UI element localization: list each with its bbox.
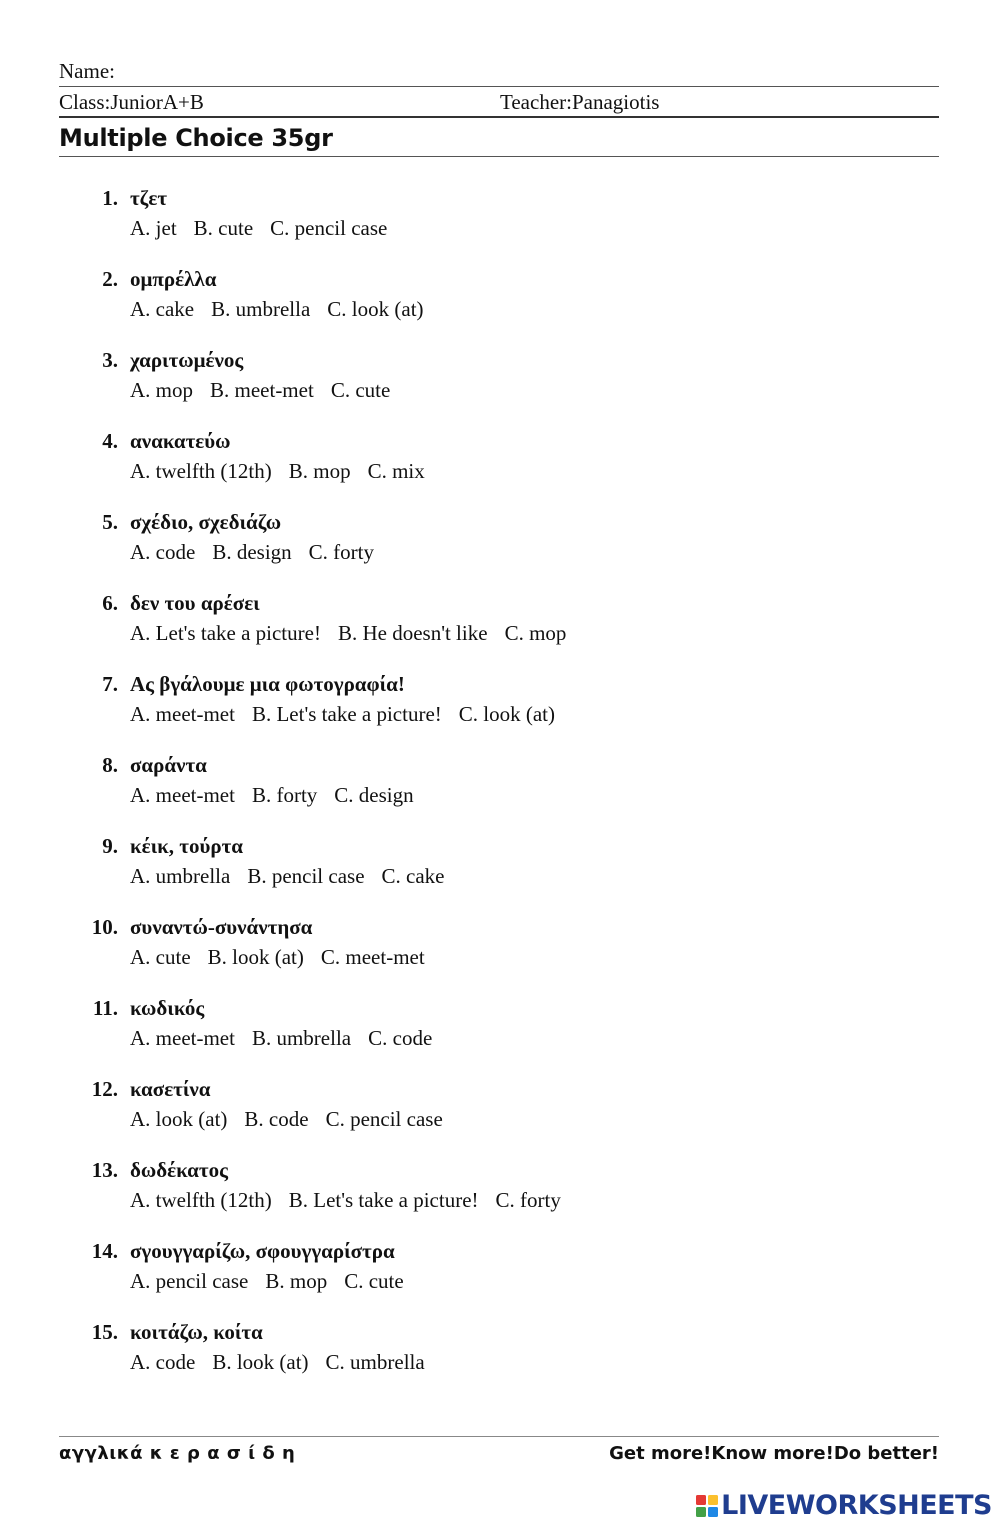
answer-option[interactable]: A. meet-met xyxy=(130,1026,235,1050)
answer-option[interactable]: A. code xyxy=(130,540,196,564)
question-prompt: κασετίνα xyxy=(130,1077,211,1101)
question-prompt: τζετ xyxy=(130,186,168,210)
answer-option[interactable]: A. jet xyxy=(130,216,177,240)
question-number: 14. xyxy=(91,1239,118,1263)
answer-options xyxy=(130,458,442,484)
question-prompt: σαράντα xyxy=(130,753,207,777)
answer-option[interactable]: A. look (at) xyxy=(130,1107,228,1131)
answer-options xyxy=(130,1349,442,1375)
answer-options xyxy=(130,539,391,565)
liveworksheets-wordmark: LIVEWORKSHEETS xyxy=(721,1490,992,1521)
answer-option[interactable]: A. cake xyxy=(130,297,195,321)
answer-option[interactable]: A. meet-met xyxy=(130,702,235,726)
answer-option[interactable]: B. look (at) xyxy=(207,945,304,969)
answer-option[interactable]: C. umbrella xyxy=(325,1350,425,1374)
answer-option[interactable]: B. umbrella xyxy=(211,297,311,321)
question-item xyxy=(0,1152,1000,1233)
answer-option[interactable]: A. mop xyxy=(130,378,193,402)
question-number: 12. xyxy=(91,1077,118,1101)
question-item xyxy=(0,261,1000,342)
name-underline xyxy=(59,86,939,87)
question-number: 4. xyxy=(102,429,118,453)
answer-option[interactable]: A. Let's take a picture! xyxy=(130,621,321,645)
question-number: 2. xyxy=(102,267,118,291)
answer-option[interactable]: A. pencil case xyxy=(130,1269,249,1293)
answer-option[interactable]: B. pencil case xyxy=(247,864,365,888)
question-item xyxy=(0,1314,1000,1395)
question-prompt: δωδέκατος xyxy=(130,1158,228,1182)
answer-options xyxy=(130,701,572,727)
answer-option[interactable]: C. forty xyxy=(308,540,374,564)
answer-option[interactable]: B. design xyxy=(212,540,292,564)
answer-option[interactable]: B. mop xyxy=(288,459,351,483)
answer-option[interactable]: B. look (at) xyxy=(212,1350,309,1374)
answer-option[interactable]: C. pencil case xyxy=(270,216,388,240)
worksheet-title: Multiple Choice 35gr xyxy=(59,124,333,152)
question-number: 3. xyxy=(102,348,118,372)
question-number: 11. xyxy=(92,996,118,1020)
question-prompt: σχέδιο, σχεδιάζω xyxy=(130,510,282,534)
question-prompt: κωδικός xyxy=(130,996,205,1020)
footer-divider xyxy=(59,1436,939,1437)
question-item xyxy=(0,180,1000,261)
question-number: 7. xyxy=(102,672,118,696)
question-list xyxy=(0,180,1000,1395)
teacher-label: Teacher:Panagiotis xyxy=(500,90,660,114)
liveworksheets-icon xyxy=(696,1495,718,1517)
answer-option[interactable]: A. twelfth (12th) xyxy=(130,1188,272,1212)
answer-option[interactable]: B. umbrella xyxy=(251,1026,352,1050)
liveworksheets-logo[interactable] xyxy=(696,1490,992,1522)
answer-option[interactable]: B. He doesn't like xyxy=(337,621,488,645)
answer-option[interactable]: A. umbrella xyxy=(130,864,231,888)
question-item xyxy=(0,990,1000,1071)
answer-option[interactable]: C. meet-met xyxy=(320,945,425,969)
footer-left-text: αγγλικά κ ε ρ α σ ί δ η xyxy=(59,1443,296,1464)
question-item xyxy=(0,909,1000,990)
header-divider xyxy=(59,116,939,118)
question-prompt: κοιτάζω, κοίτα xyxy=(130,1320,263,1344)
answer-option[interactable]: A. twelfth (12th) xyxy=(130,459,272,483)
answer-options xyxy=(130,377,407,403)
answer-option[interactable]: B. code xyxy=(244,1107,309,1131)
question-number: 8. xyxy=(102,753,118,777)
question-number: 5. xyxy=(102,510,118,534)
answer-option[interactable]: A. code xyxy=(130,1350,196,1374)
question-prompt: συναντώ-συνάντησα xyxy=(130,915,313,939)
question-number: 9. xyxy=(102,834,118,858)
question-prompt: σγουγγαρίζω, σφουγγαρίστρα xyxy=(130,1239,395,1263)
answer-option[interactable]: C. forty xyxy=(495,1188,561,1212)
answer-option[interactable]: C. look (at) xyxy=(458,702,555,726)
question-item xyxy=(0,828,1000,909)
question-item xyxy=(0,423,1000,504)
question-prompt: Ας βγάλουμε μια φωτογραφία! xyxy=(130,672,405,696)
answer-options xyxy=(130,296,441,322)
question-item xyxy=(0,342,1000,423)
question-number: 10. xyxy=(91,915,118,939)
question-prompt: ομπρέλλα xyxy=(130,267,217,291)
question-prompt: δεν του αρέσει xyxy=(130,591,260,615)
answer-options xyxy=(130,620,583,646)
question-item xyxy=(0,1233,1000,1314)
answer-option[interactable]: B. forty xyxy=(251,783,318,807)
question-number: 1. xyxy=(102,186,118,210)
answer-options xyxy=(130,1106,460,1132)
answer-option[interactable]: B. Let's take a picture! xyxy=(251,702,442,726)
answer-options xyxy=(130,1187,578,1213)
question-item xyxy=(0,504,1000,585)
question-prompt: χαριτωμένος xyxy=(130,348,244,372)
answer-option[interactable]: C. cute xyxy=(330,378,391,402)
question-number: 13. xyxy=(91,1158,118,1182)
question-prompt: ανακατεύω xyxy=(130,429,231,453)
question-item xyxy=(0,666,1000,747)
question-item xyxy=(0,585,1000,666)
answer-option[interactable]: A. cute xyxy=(130,945,191,969)
answer-option[interactable]: C. mop xyxy=(504,621,567,645)
answer-options xyxy=(130,863,462,889)
question-number: 6. xyxy=(102,591,118,615)
answer-option[interactable]: B. meet-met xyxy=(210,378,314,402)
answer-options xyxy=(130,1025,449,1051)
answer-options xyxy=(130,782,431,808)
answer-option[interactable]: B. mop xyxy=(265,1269,328,1293)
answer-option[interactable]: C. design xyxy=(334,783,414,807)
answer-options xyxy=(130,944,442,970)
answer-option[interactable]: C. mix xyxy=(367,459,425,483)
title-underline xyxy=(59,156,939,157)
answer-option[interactable]: A. meet-met xyxy=(130,783,235,807)
answer-option[interactable]: C. cute xyxy=(344,1269,404,1293)
question-number: 15. xyxy=(91,1320,118,1344)
name-label: Name: xyxy=(59,59,115,83)
footer-slogan: Get more!Know more!Do better! xyxy=(609,1443,939,1464)
class-label: Class:JuniorA+B xyxy=(59,90,204,114)
answer-option[interactable]: B. cute xyxy=(193,216,254,240)
answer-options xyxy=(130,1268,421,1294)
question-prompt: κέικ, τούρτα xyxy=(130,834,244,858)
answer-option[interactable]: C. look (at) xyxy=(327,297,424,321)
question-item xyxy=(0,1071,1000,1152)
answer-option[interactable]: C. pencil case xyxy=(325,1107,443,1131)
answer-option[interactable]: B. Let's take a picture! xyxy=(288,1188,479,1212)
answer-option[interactable]: C. code xyxy=(368,1026,433,1050)
answer-options xyxy=(130,215,404,241)
question-item xyxy=(0,747,1000,828)
answer-option[interactable]: C. cake xyxy=(381,864,445,888)
